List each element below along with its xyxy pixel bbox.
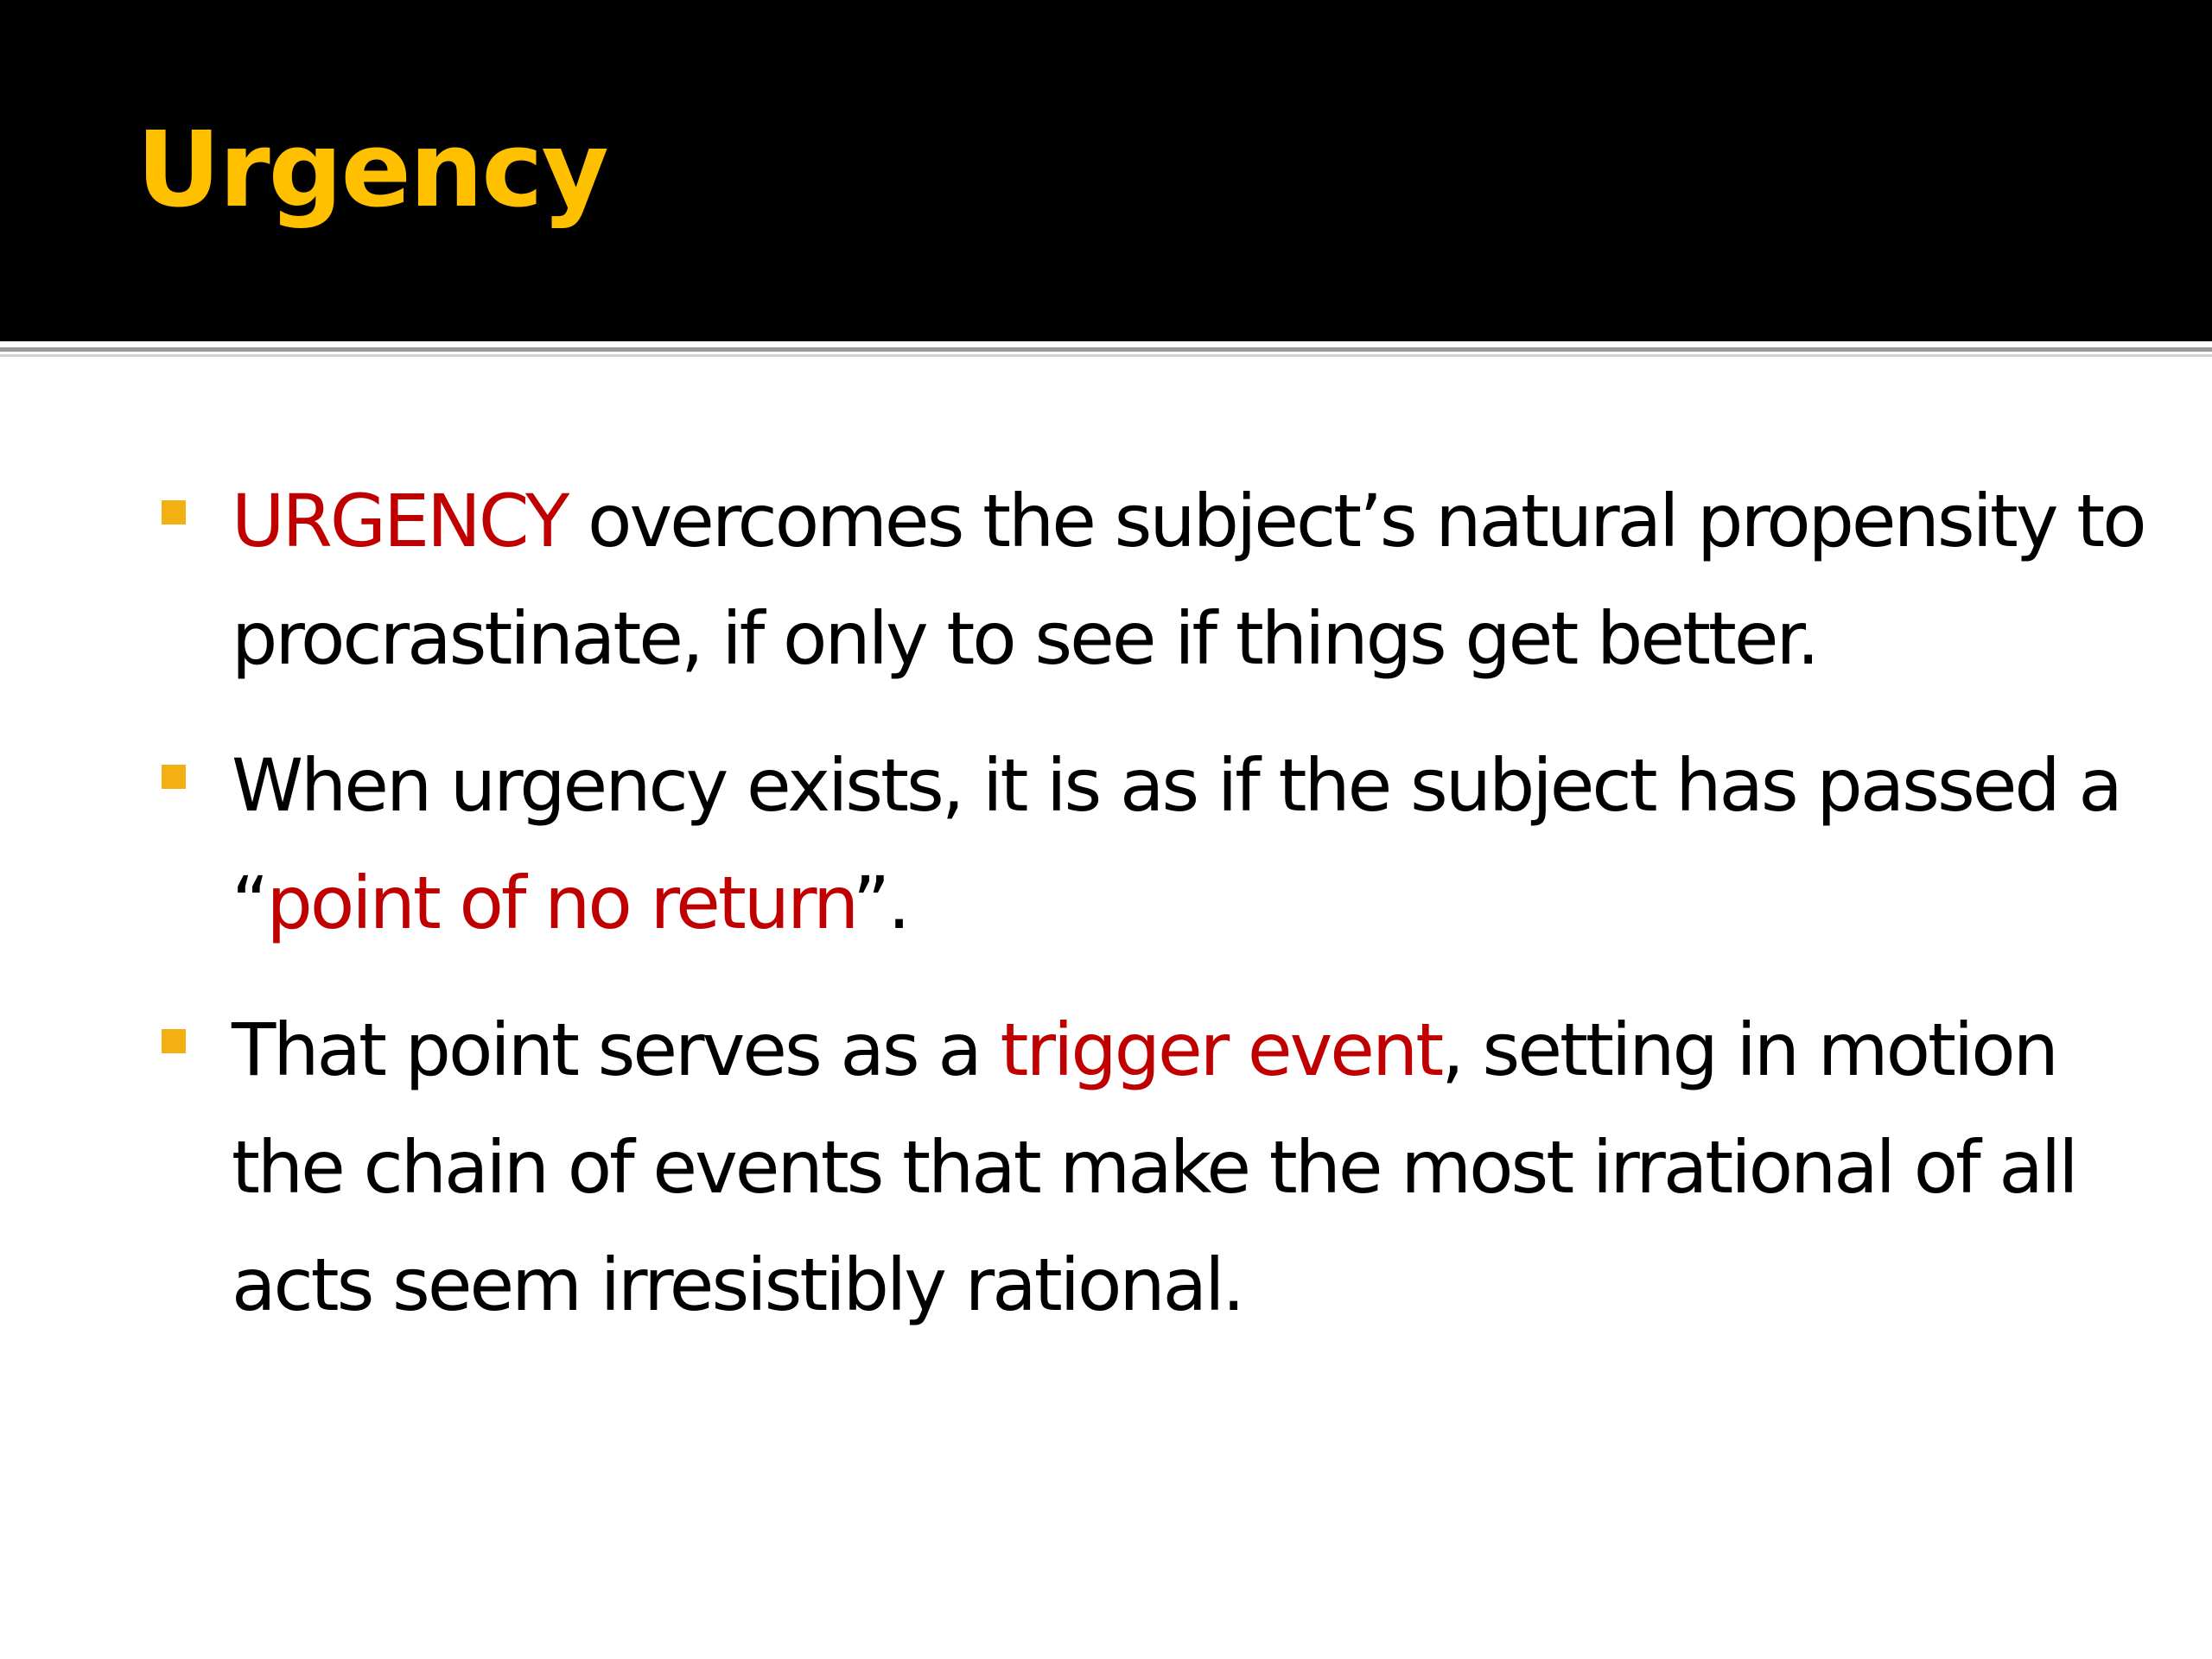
title-divider-shadow [0, 354, 2212, 357]
bullet-item-2 [0, 727, 2212, 962]
highlight-trigger-event: trigger event [1000, 1007, 1442, 1092]
bullet-text-segment: , setting in motion the chain of events that make the most irrational of all acts seem irresistibly rational. [232, 1007, 2076, 1327]
square-bullet-icon [162, 500, 186, 524]
bullet-text-segment: overcomes the subject’s natural propensity to procrastinate, if only to see if things get better. [232, 479, 2145, 681]
bullet-item-3 [0, 991, 2212, 1344]
bullet-text-segment: ”. [852, 861, 908, 945]
bullet-list [0, 462, 2212, 1373]
bullet-text-1 [232, 462, 2152, 697]
bullet-item-1 [0, 462, 2212, 697]
bullet-text-segment: When urgency exists, it is as if the subject has passed a “ [232, 743, 2120, 945]
bullet-text-2 [232, 727, 2152, 962]
square-bullet-icon [162, 765, 186, 789]
bullet-text-segment: That point serves as a [232, 1007, 1001, 1092]
bullet-text-3 [232, 991, 2152, 1344]
title-bar [0, 0, 2212, 341]
highlight-point-of-no-return: point of no return [266, 861, 853, 945]
slide-title: Urgency [137, 111, 607, 231]
square-bullet-icon [162, 1029, 186, 1053]
title-divider [0, 347, 2212, 352]
highlight-urgency: URGENCY [232, 479, 568, 563]
